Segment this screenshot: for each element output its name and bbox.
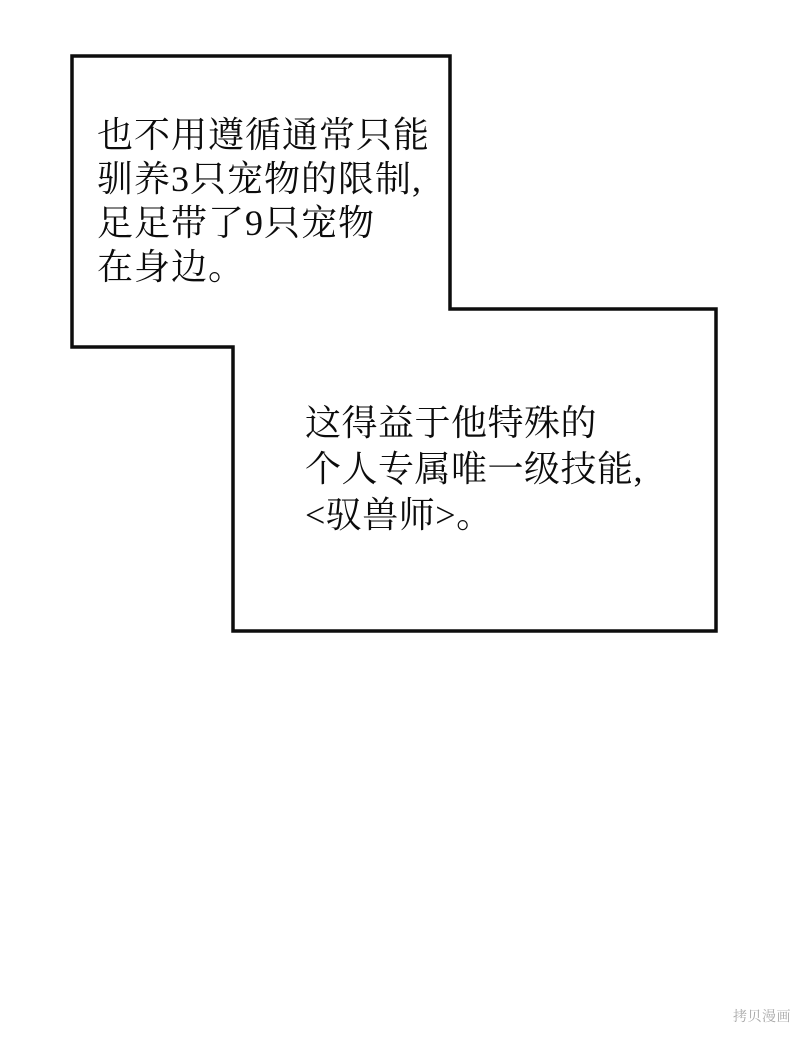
speech-line: 这得益于他特殊的	[305, 403, 598, 443]
speech-line: 个人专属唯一级技能,	[305, 449, 644, 489]
speech-line: <驭兽师>。	[305, 495, 493, 535]
speech-bubble-2	[305, 400, 643, 538]
speech-line: 在身边。	[97, 247, 246, 287]
speech-bubble-1	[97, 113, 430, 289]
speech-line: 驯养3只宠物的限制,	[97, 159, 423, 199]
speech-line: 足足带了9只宠物	[97, 203, 376, 243]
speech-line: 也不用遵循通常只能	[97, 115, 431, 155]
watermark: 拷贝漫画	[733, 1009, 791, 1025]
